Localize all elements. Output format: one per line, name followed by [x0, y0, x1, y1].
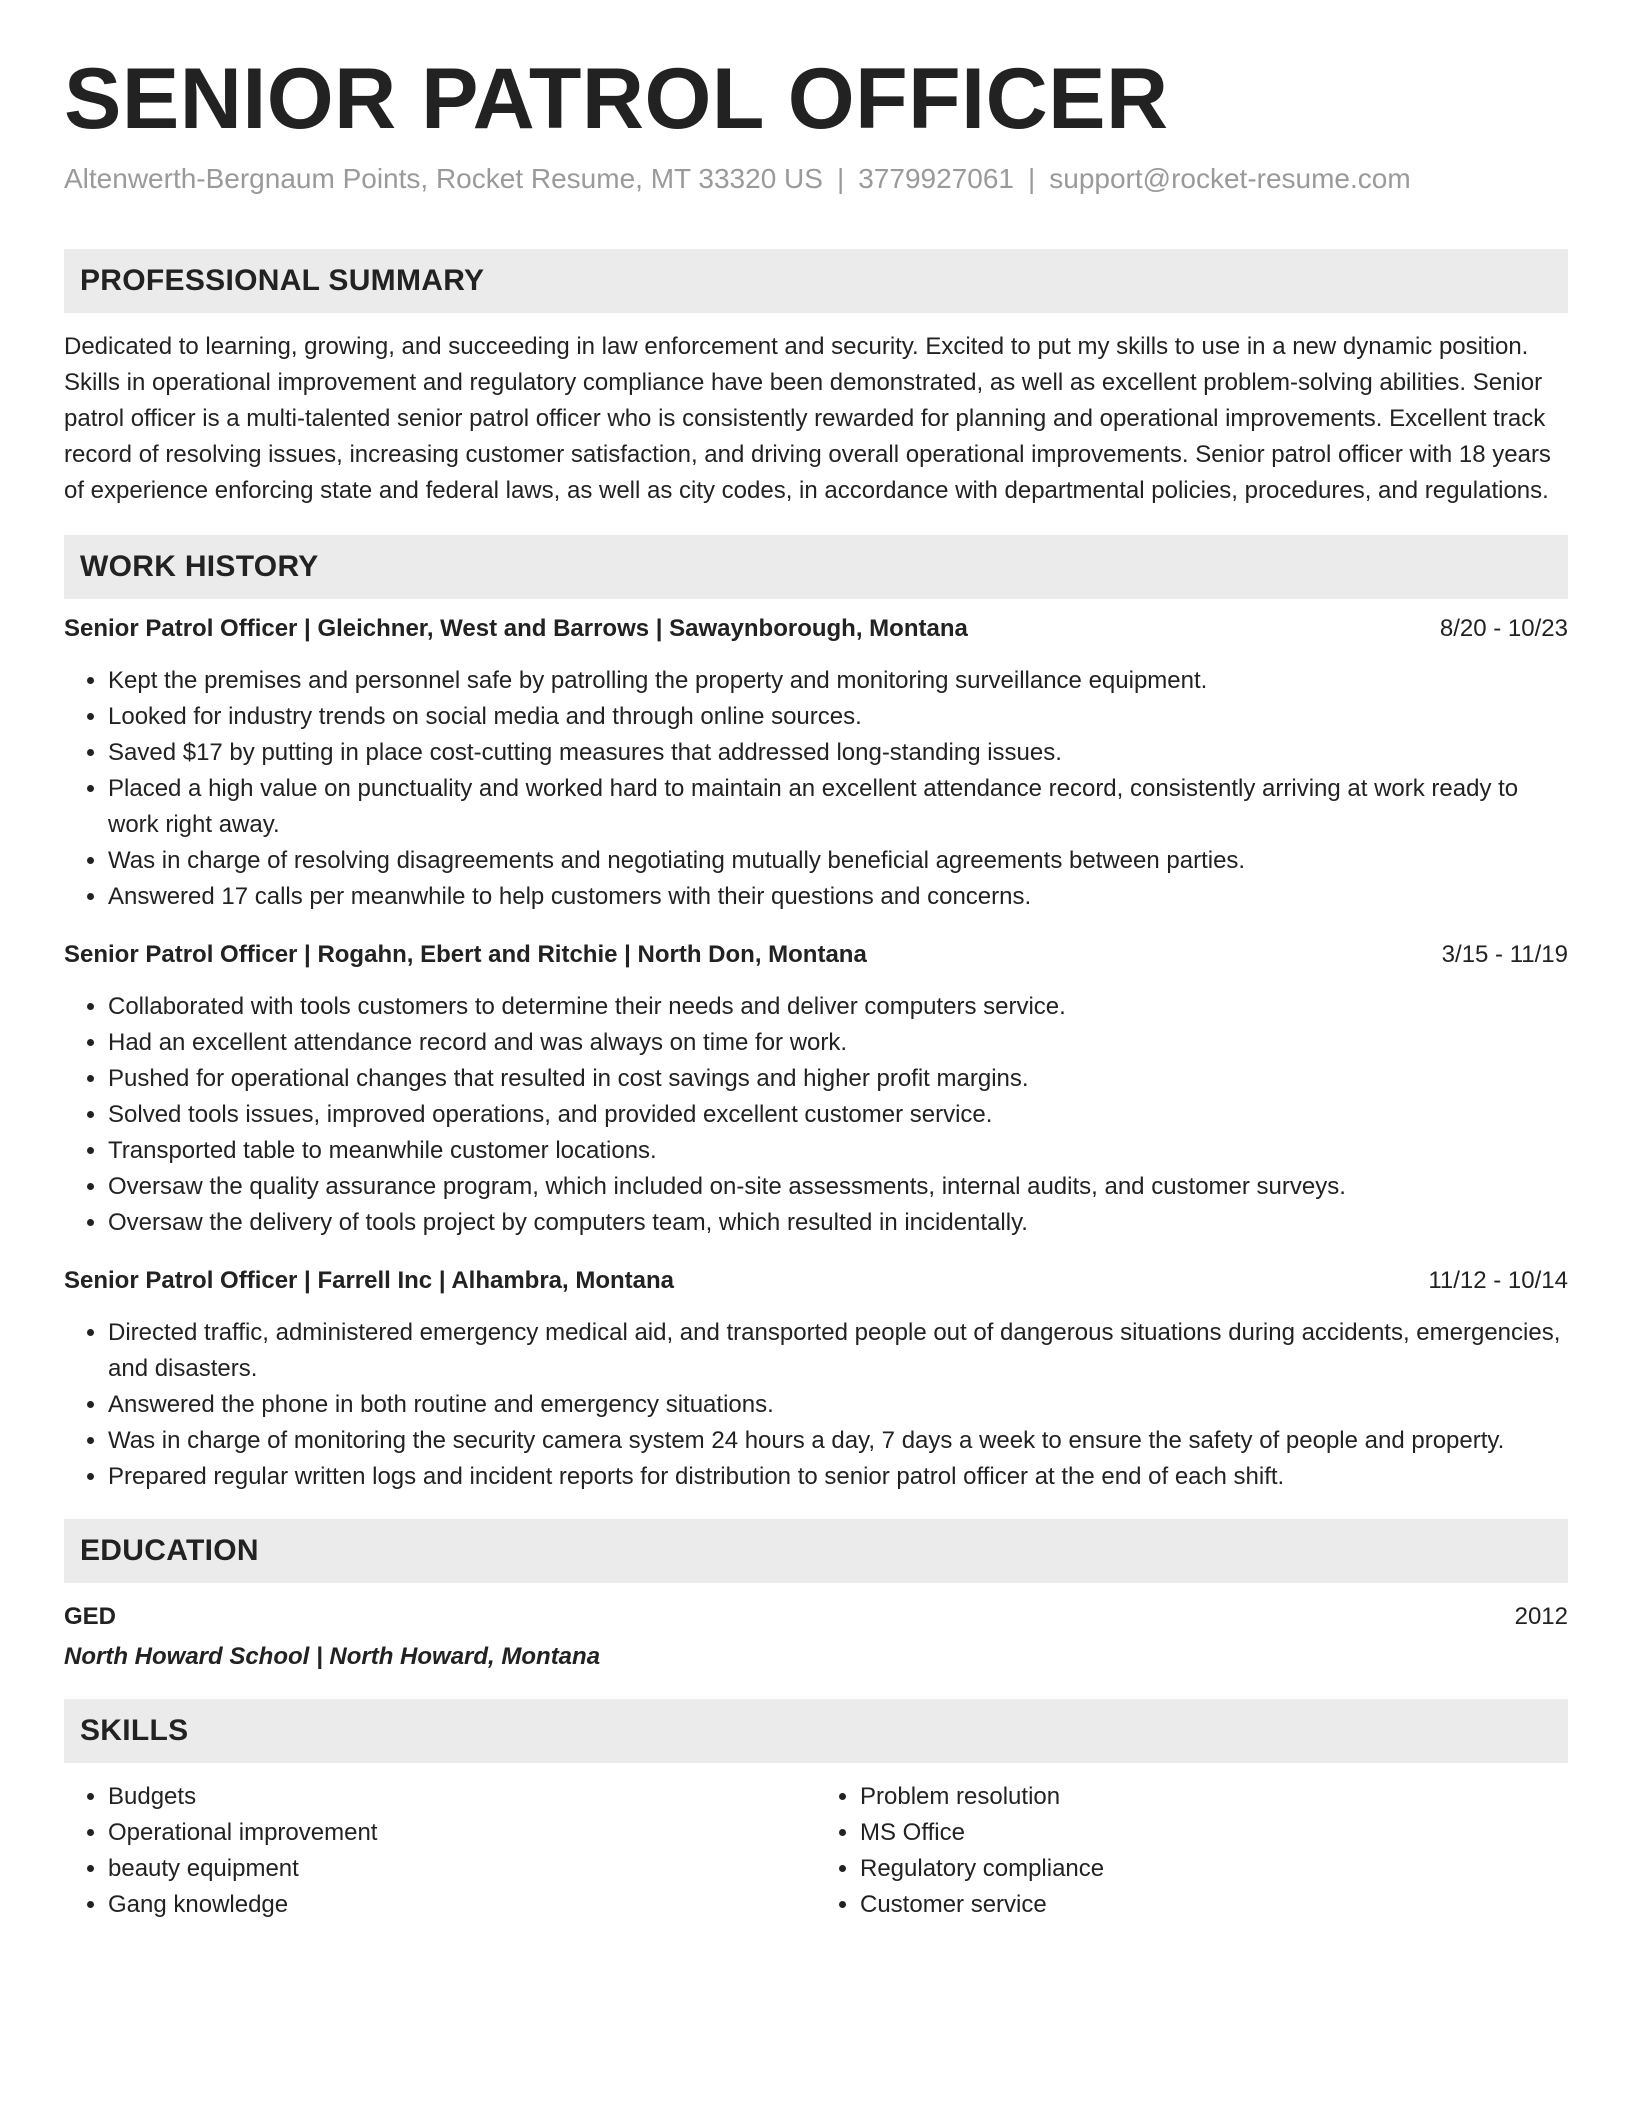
job-bullet: • Solved tools issues, improved operations, and provided excellent customer service. — [108, 1097, 1568, 1133]
skill-item: • Problem resolution — [860, 1779, 1568, 1815]
job-dates: 8/20 - 10/23 — [1439, 614, 1568, 642]
job-bullet: • Placed a high value on punctuality and worked hard to maintain an excellent attendance record, consistently arriving at work ready to work right away. — [108, 771, 1568, 843]
job-bullet: • Saved $17 by putting in place cost-cutting measures that addressed long-standing issues. — [108, 735, 1568, 771]
skills-column-left — [64, 1779, 816, 1923]
job-bullet: • Was in charge of monitoring the security camera system 24 hours a day, 7 days a week to ensure the safety of people and property. — [108, 1423, 1568, 1459]
education-school: North Howard School | North Howard, Montana — [64, 1642, 601, 1670]
contact-address: Altenwerth-Bergnaum Points, Rocket Resume, MT 33320 US — [64, 162, 823, 194]
job-bullet: • Answered the phone in both routine and emergency situations. — [108, 1387, 1568, 1423]
resume-name: SENIOR PATROL OFFICER — [64, 51, 1169, 147]
skills-heading: SKILLS — [64, 1699, 1568, 1763]
job-bullet: • Oversaw the delivery of tools project by computers team, which resulted in incidentally. — [108, 1205, 1568, 1241]
job-header — [64, 613, 1568, 645]
job-bullet: • Answered 17 calls per meanwhile to help customers with their questions and concerns. — [108, 879, 1568, 915]
education-entry — [64, 1601, 1568, 1633]
education-heading: EDUCATION — [64, 1519, 1568, 1583]
job-bullets — [64, 989, 1568, 1241]
job-bullet: • Kept the premises and personnel safe by patrolling the property and monitoring surveillance equipment. — [108, 663, 1568, 699]
job-bullet: • Oversaw the quality assurance program, which included on-site assessments, internal audits, and customer surveys. — [108, 1169, 1568, 1205]
skill-item: • Operational improvement — [108, 1815, 816, 1851]
skill-item: • Gang knowledge — [108, 1887, 816, 1923]
skills-list — [64, 1779, 1568, 1923]
job-bullet: • Collaborated with tools customers to determine their needs and deliver computers service. — [108, 989, 1568, 1025]
job-entry-3 — [64, 1265, 1568, 1495]
skill-item: • Customer service — [860, 1887, 1568, 1923]
job-bullet: • Prepared regular written logs and incident reports for distribution to senior patrol officer at the end of each shift. — [108, 1459, 1568, 1495]
job-title: Senior Patrol Officer | Rogahn, Ebert and Ritchie | North Don, Montana — [64, 940, 867, 968]
contact-line — [64, 161, 1568, 197]
job-bullet: • Had an excellent attendance record and was always on time for work. — [108, 1025, 1568, 1061]
skill-item: • beauty equipment — [108, 1851, 816, 1887]
education-degree: GED — [64, 1602, 117, 1630]
job-bullet: • Directed traffic, administered emergency medical aid, and transported people out of dangerous situations during accidents, emergencies, and disasters. — [108, 1315, 1568, 1387]
skill-item: • Budgets — [108, 1779, 816, 1815]
job-title: Senior Patrol Officer | Farrell Inc | Alhambra, Montana — [64, 1266, 675, 1294]
job-header — [64, 1265, 1568, 1297]
skill-item: • MS Office — [860, 1815, 1568, 1851]
job-bullet: • Pushed for operational changes that resulted in cost savings and higher profit margins. — [108, 1061, 1568, 1097]
job-bullet: • Transported table to meanwhile customer locations. — [108, 1133, 1568, 1169]
job-bullets — [64, 1315, 1568, 1495]
job-title: Senior Patrol Officer | Gleichner, West and Barrows | Sawaynborough, Montana — [64, 614, 968, 642]
contact-separator: | — [1027, 162, 1036, 194]
job-bullet: • Was in charge of resolving disagreements and negotiating mutually beneficial agreements between parties. — [108, 843, 1568, 879]
job-entry-2 — [64, 939, 1568, 1241]
summary-text: Dedicated to learning, growing, and succeeding in law enforcement and security. Excited to put my skills to use in a new dynamic position. Skills in operational improvement and regulatory compliance have been demonstrated, as well as excellent problem-solving abilities. Senior patrol officer is a multi-talented senior patrol officer who is consistently rewarded for planning and operational improvements. Excellent track record of resolving issues, increasing customer satisfaction, and driving overall operational improvements. Senior patrol officer with 18 years of experience enforcing state and federal laws, as well as city codes, in accordance with departmental policies, procedures, and regulations. — [64, 332, 1551, 504]
job-header — [64, 939, 1568, 971]
job-entry-1 — [64, 613, 1568, 915]
summary-heading: PROFESSIONAL SUMMARY — [64, 249, 1568, 313]
skills-column-right — [816, 1779, 1568, 1923]
job-dates: 3/15 - 11/19 — [1441, 940, 1568, 968]
education-year: 2012 — [1514, 1602, 1568, 1630]
skill-item: • Regulatory compliance — [860, 1851, 1568, 1887]
job-dates: 11/12 - 10/14 — [1428, 1266, 1568, 1294]
contact-separator: | — [836, 162, 845, 194]
job-bullet: • Looked for industry trends on social media and through online sources. — [108, 699, 1568, 735]
contact-email: support@rocket-resume.com — [1049, 162, 1411, 194]
contact-phone: 3779927061 — [858, 162, 1014, 194]
job-bullets — [64, 663, 1568, 915]
work-history-heading: WORK HISTORY — [64, 535, 1568, 599]
